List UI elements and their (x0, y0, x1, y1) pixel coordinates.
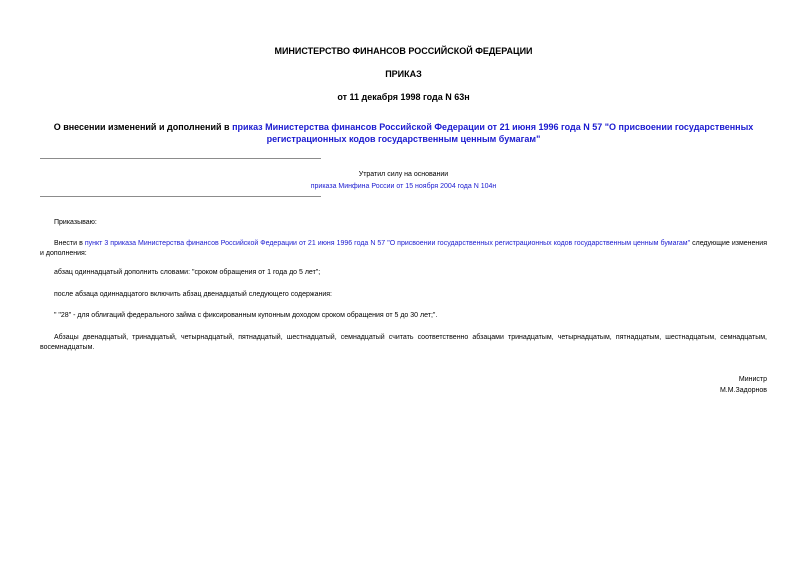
clause-3-paragraph: " "28" - для облигаций федерального займа с фиксированным купонным доходом сроком обращения от 5 до 30 лет;". (54, 312, 438, 319)
amend-link[interactable]: пункт 3 приказа Министерства финансов Российской Федерации от 21 июня 1996 года N 57 "О присвоении государственных регистрационных кодов государственным ценным бумагам" (84, 240, 691, 247)
ministry-heading: МИНИСТЕРСТВО ФИНАНСОВ РОССИЙСКОЙ ФЕДЕРАЦИИ (274, 46, 533, 56)
renumber-paragraph: Абзацы двенадцатый, тринадцатый, четырнадцатый, пятнадцатый, шестнадцатый, семнадцатый считать соответственно абзацами тринадцатым, четырнадцатым, пятнадцатым, шестнадцатым, семнадцатым, восемнадцатым. (40, 334, 767, 351)
order-title: ПРИКАЗ (385, 69, 422, 79)
signature-block (720, 374, 767, 396)
signatory-name: М.М.Задорнов (719, 387, 767, 394)
repeal-note-link[interactable]: приказа Минфина России от 15 ноября 2004 года N 104н (310, 183, 497, 190)
order-date: от 11 декабря 1998 года N 63н (337, 92, 470, 102)
signatory-position: Министр (738, 376, 767, 383)
subject-prefix: О внесении изменений и дополнений в (53, 122, 233, 132)
subject-link[interactable]: приказ Министерства финансов Российской Федерации от 21 июня 1996 года N 57 "О присвоении государственных регистрационных кодов государственным ценным бумагам" (232, 122, 754, 144)
divider-bottom (40, 196, 321, 197)
clause-1-paragraph: абзац одиннадцатый дополнить словами: "сроком обращения от 1 года до 5 лет"; (54, 269, 321, 276)
divider-top (40, 158, 321, 159)
amend-paragraph (40, 239, 767, 259)
amend-suffix: следующие изменения и дополнения: (40, 240, 768, 257)
clause-2-paragraph: после абзаца одиннадцатого включить абзац двенадцатый следующего содержания: (54, 291, 333, 298)
repeal-note (0, 169, 807, 193)
order-subject (40, 121, 767, 145)
amend-prefix: Внести в (54, 240, 85, 247)
order-word-paragraph: Приказываю: (54, 219, 97, 226)
repeal-note-text: Утратил силу на основании (358, 171, 449, 178)
